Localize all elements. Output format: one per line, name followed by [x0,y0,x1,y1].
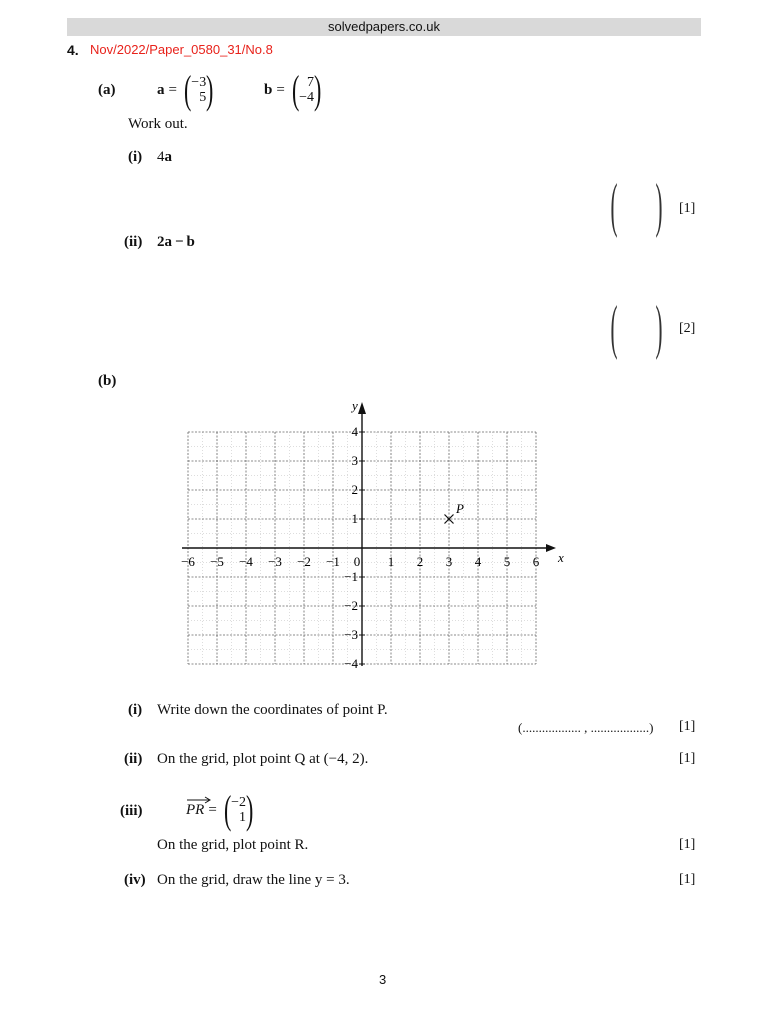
part-b-iv-mark: [1] [679,872,696,887]
answer-bracket-right-ii: ) [655,294,663,360]
y-tick-label: −2 [344,598,358,613]
x-tick-label: −3 [268,554,282,569]
part-b-iii-label: (iii) [120,803,143,819]
y-tick-label: 1 [351,511,358,526]
part-a-ii-label: (ii) [124,234,143,250]
x-tick-label: −4 [239,554,253,569]
part-a-ii-expression: 2a − b [157,234,195,250]
vector-a-bottom: 5 [199,90,207,105]
part-a-i-variable: a [164,149,172,165]
work-out-instruction: Work out. [128,116,188,132]
vector-pr-equals: = [208,801,217,818]
answer-bracket-left-i: ( [610,172,618,238]
part-a-ii-mark: [2] [679,321,696,336]
x-tick-label: 5 [503,554,511,569]
page-number: 3 [379,972,387,987]
part-a-i-expression [157,149,172,166]
part-b-ii-text: On the grid, plot point Q at (−4, 2). [157,751,369,767]
question-number: 4. [67,42,79,58]
vector-arrow-icon [186,796,212,804]
y-tick-label: −4 [344,656,358,671]
answer-bracket-left-ii: ( [610,294,618,360]
question-reference: Nov/2022/Paper_0580_31/No.8 [90,42,273,57]
part-a-i-mark: [1] [679,201,696,216]
vector-pr-name: PR [186,802,204,819]
x-tick-label: 2 [416,554,424,569]
x-tick-label: 4 [474,554,482,569]
site-name: solvedpapers.co.uk [327,19,440,34]
y-axis-arrow-icon [358,402,366,414]
x-tick-label: −5 [210,554,224,569]
vector-a [157,67,217,112]
part-b-iv-text: On the grid, draw the line y = 3. [157,872,350,888]
x-axis-arrow-icon [546,544,556,552]
part-b-ii-label: (ii) [124,751,143,767]
vector-b-top: 7 [307,75,315,90]
point-p-label: P [456,501,464,516]
part-b-iii-text: On the grid, plot point R. [157,837,309,853]
y-tick-label: 3 [351,453,358,468]
vector-pr-bottom: 1 [239,810,247,825]
y-tick-label: −1 [344,569,358,584]
part-a-i-label: (i) [128,149,143,165]
vector-b-name: b [264,81,273,98]
vector-pr-top: −2 [231,795,247,810]
vector-a-name: a [157,81,165,98]
x-tick-label: 1 [387,554,395,569]
y-tick-label: 2 [351,482,358,497]
vector-pr [186,787,256,832]
x-tick-label: 6 [532,554,540,569]
x-tick-label: −2 [297,554,311,569]
part-a-i-coefficient: 4 [157,149,165,165]
x-axis-label: x [558,550,564,565]
part-b-i-answer-line[interactable]: (.................. , ..................) [518,720,654,735]
part-a-label: (a) [98,82,116,98]
vector-b-column: ( 7 −4 ) [291,67,322,112]
x-tick-label: 0 [353,554,361,569]
part-b-iv-label: (iv) [124,872,146,888]
x-tick-label: −1 [326,554,340,569]
vector-b-equals: = [276,81,285,98]
vector-pr-column: ( −2 1 ) [223,787,254,832]
vector-b-bottom: −4 [299,90,315,105]
x-tick-label: −6 [181,554,195,569]
axes [182,402,556,666]
plotted-points [445,501,465,524]
y-tick-label: 4 [351,424,358,439]
coordinate-grid[interactable] [170,390,590,690]
vector-b [264,67,324,112]
vector-a-column: ( −3 5 ) [183,67,214,112]
y-axis-label: y [352,398,358,413]
part-b-i-label: (i) [128,702,143,718]
part-b-ii-mark: [1] [679,751,696,766]
part-b-i-text: Write down the coordinates of point P. [157,702,388,718]
part-b-label: (b) [98,373,117,389]
part-b-i-mark: [1] [679,719,696,734]
vector-a-top: −3 [191,75,207,90]
x-tick-label: 3 [445,554,453,569]
answer-bracket-right-i: ) [655,172,663,238]
part-b-iii-mark: [1] [679,837,696,852]
site-header-bar [67,18,701,36]
vector-a-equals: = [168,81,177,98]
tick-labels [181,398,564,671]
y-tick-label: −3 [344,627,358,642]
